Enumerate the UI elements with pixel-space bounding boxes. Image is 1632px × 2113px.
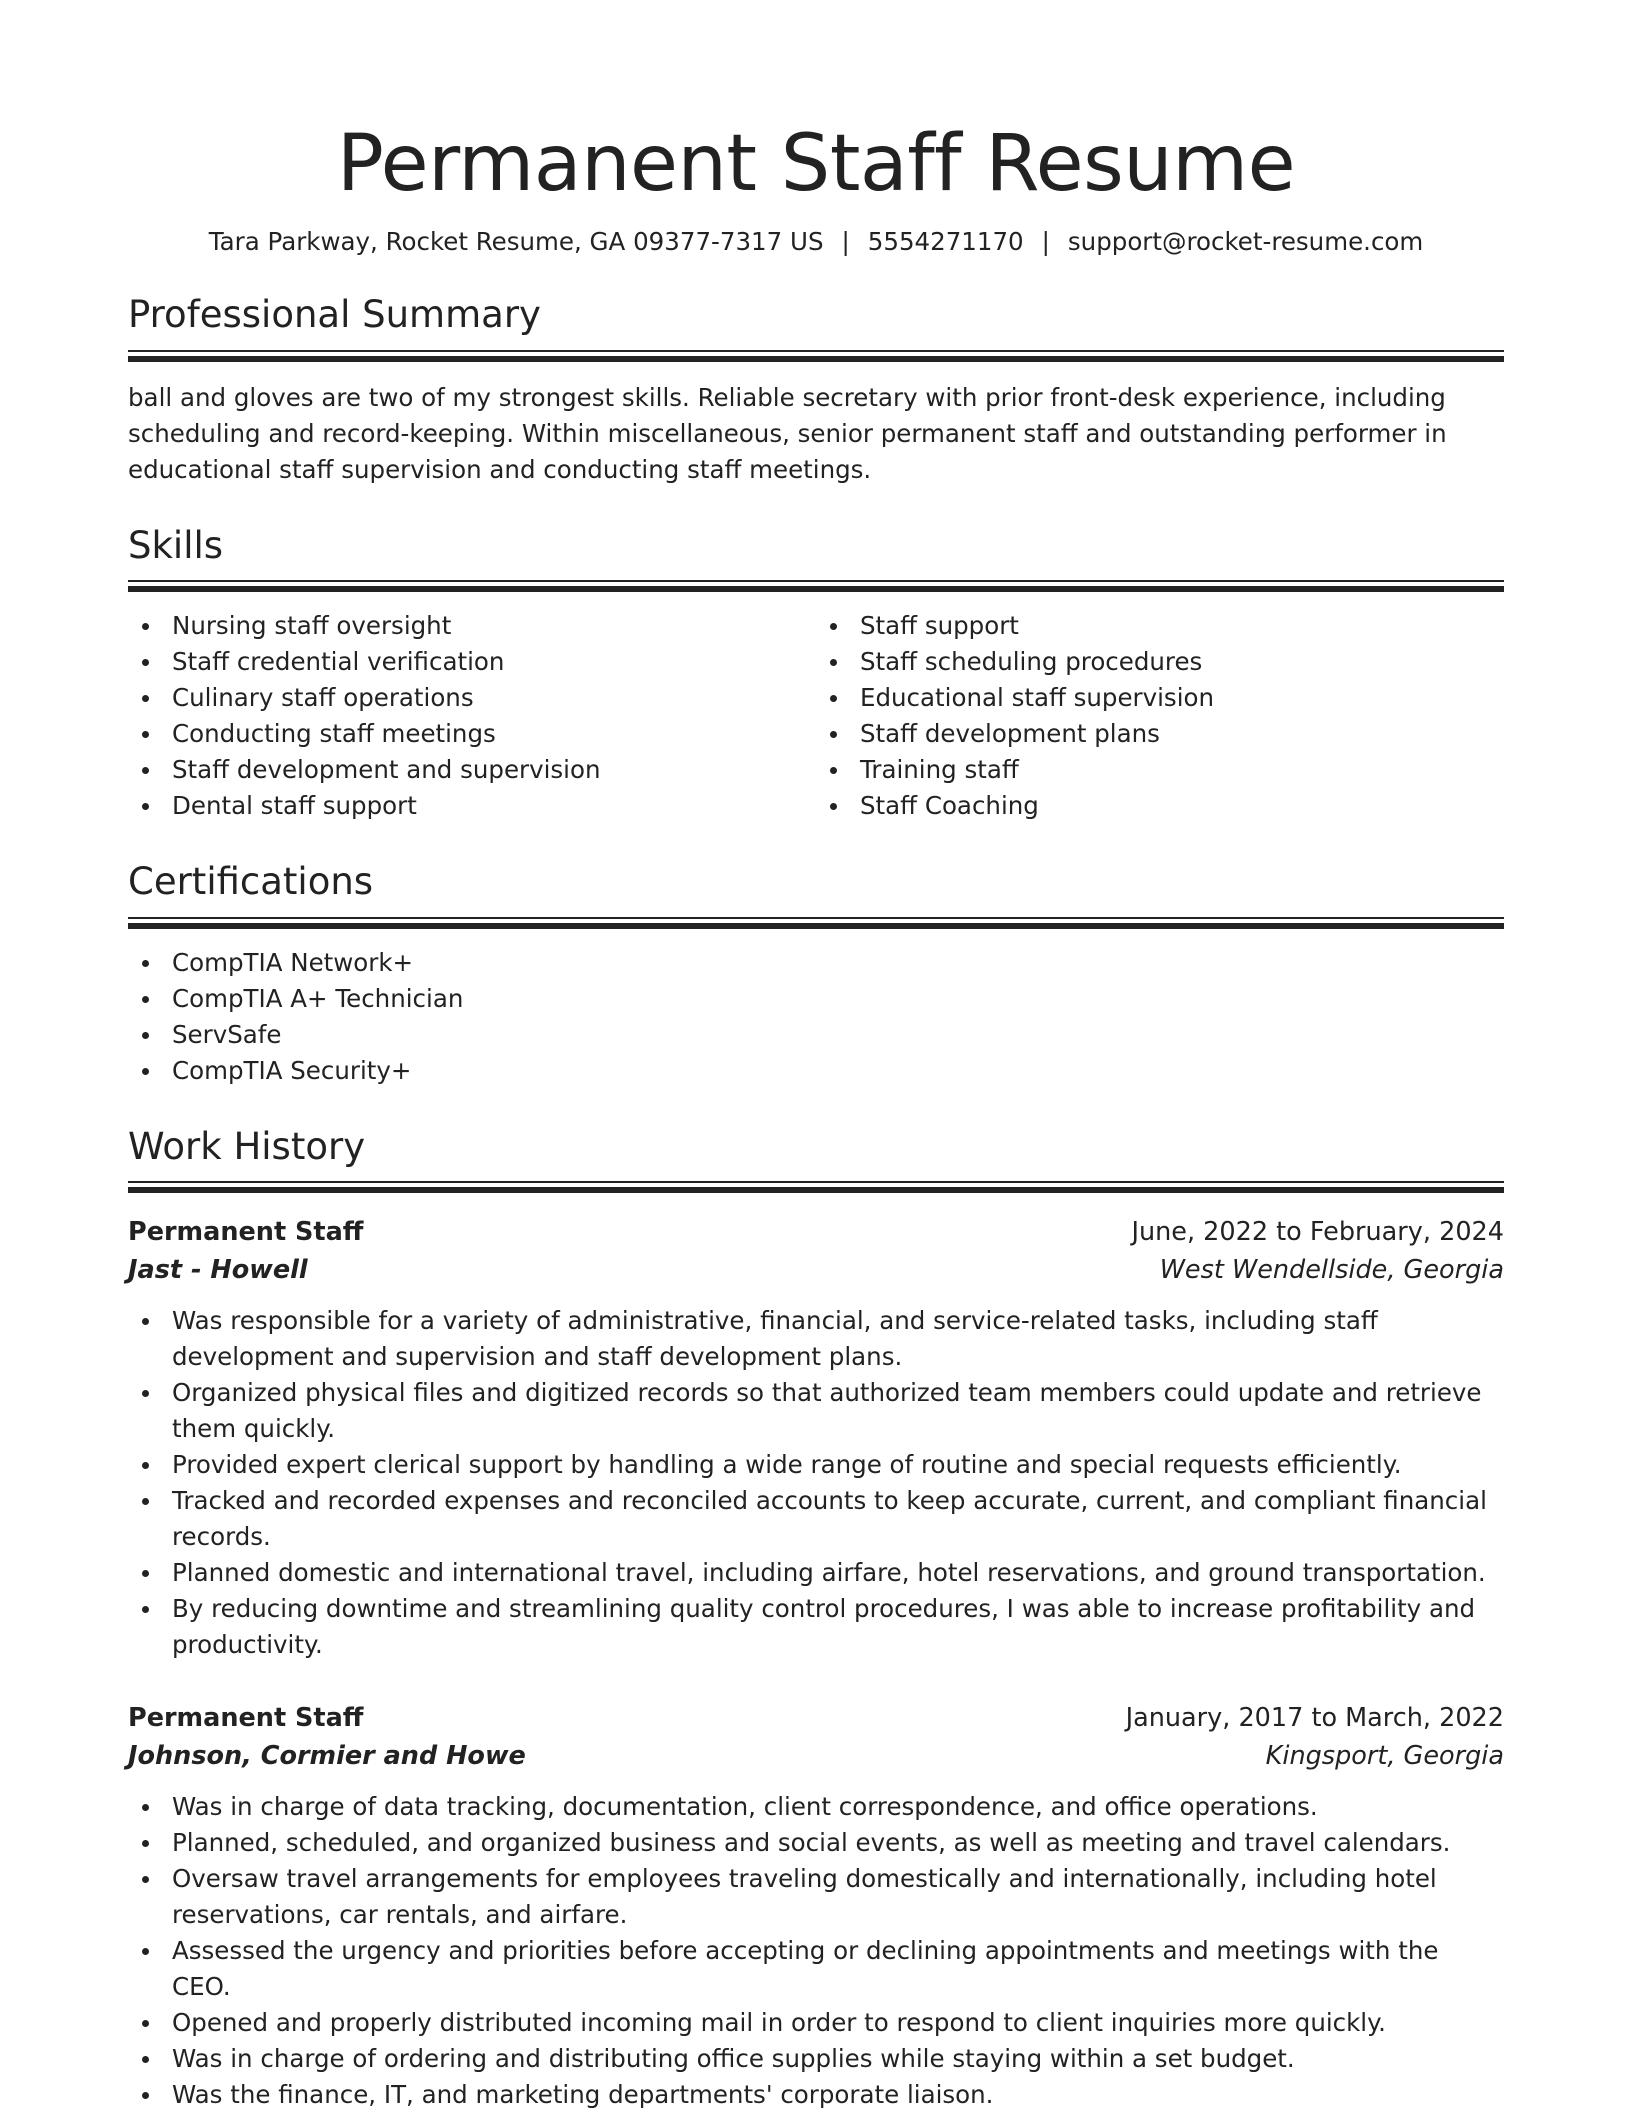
job-bullet: Tracked and recorded expenses and reconciled accounts to keep accurate, current, and compliant financial records. xyxy=(128,1483,1504,1555)
skill-item: Culinary staff operations xyxy=(128,680,816,716)
summary-text: ball and gloves are two of my strongest skills. Reliable secretary with prior front-desk experience, including scheduling and record-keeping. Within miscellaneous, senior permanent staff and outstanding performer in educational staff supervision and conducting staff meetings. xyxy=(128,382,1447,484)
skill-item: Staff development and supervision xyxy=(128,752,816,788)
skill-item: Staff scheduling procedures xyxy=(816,644,1504,680)
job-location: Kingsport, Georgia xyxy=(1265,1741,1504,1771)
contact-separator: | xyxy=(1041,226,1050,256)
skill-item: Dental staff support xyxy=(128,788,816,824)
job-bullet: By reducing downtime and streamlining quality control procedures, I was able to increase profitability and productivity. xyxy=(128,1591,1504,1663)
skill-item: Staff support xyxy=(816,608,1504,644)
job-header xyxy=(128,1213,1504,1251)
job-bullet: Was responsible for a variety of administrative, financial, and service-related tasks, including staff development and supervision and staff development plans. xyxy=(128,1303,1504,1375)
job-entry xyxy=(128,1213,1504,1663)
section-heading-summary: Professional Summary xyxy=(128,293,541,337)
skill-item: Staff Coaching xyxy=(816,788,1504,824)
job-bullet: Organized physical files and digitized records so that authorized team members could update and retrieve them quickly. xyxy=(128,1375,1504,1447)
section-divider xyxy=(128,1181,1504,1193)
skills-list-right xyxy=(816,608,1504,824)
section-heading-skills: Skills xyxy=(128,523,224,567)
section-heading-certifications: Certifications xyxy=(128,860,374,904)
work-history-section xyxy=(128,1125,1504,2113)
job-company: Johnson, Cormier and Howe xyxy=(128,1741,526,1771)
job-bullet: Planned, scheduled, and organized business and social events, as well as meeting and travel calendars. xyxy=(128,1825,1504,1861)
job-bullet: Was in charge of data tracking, documentation, client correspondence, and office operations. xyxy=(128,1789,1504,1825)
job-bullet: Provided expert clerical support by handling a wide range of routine and special requests efficiently. xyxy=(128,1447,1504,1483)
resume-title: Permanent Staff Resume xyxy=(336,119,1296,209)
job-bullet: Oversaw travel arrangements for employees traveling domestically and internationally, including hotel reservations, car rentals, and airfare. xyxy=(128,1861,1504,1933)
job-dates: June, 2022 to February, 2024 xyxy=(1131,1217,1504,1247)
summary-section xyxy=(128,293,1504,487)
job-bullets xyxy=(128,1789,1504,2113)
resume-page xyxy=(128,0,1504,2113)
skill-item: Conducting staff meetings xyxy=(128,716,816,752)
contact-separator: | xyxy=(841,226,850,256)
skills-section xyxy=(128,524,1504,824)
certification-item: CompTIA A+ Technician xyxy=(128,981,1504,1017)
job-dates: January, 2017 to March, 2022 xyxy=(1125,1703,1504,1733)
contact-email: support@rocket-resume.com xyxy=(1067,226,1424,256)
skills-grid xyxy=(128,608,1504,824)
certifications-list xyxy=(128,945,1504,1089)
job-bullet: Was the finance, IT, and marketing departments' corporate liaison. xyxy=(128,2077,1504,2113)
certifications-section xyxy=(128,860,1504,1088)
skill-item: Training staff xyxy=(816,752,1504,788)
job-subheader xyxy=(128,1251,1504,1289)
section-divider xyxy=(128,580,1504,592)
section-divider xyxy=(128,350,1504,362)
job-header xyxy=(128,1699,1504,1737)
certification-item: CompTIA Security+ xyxy=(128,1053,1504,1089)
job-bullet: Was in charge of ordering and distributing office supplies while staying within a set budget. xyxy=(128,2041,1504,2077)
skill-item: Staff credential verification xyxy=(128,644,816,680)
certification-item: ServSafe xyxy=(128,1017,1504,1053)
job-bullet: Opened and properly distributed incoming mail in order to respond to client inquiries more quickly. xyxy=(128,2005,1504,2041)
job-bullet: Assessed the urgency and priorities before accepting or declining appointments and meetings with the CEO. xyxy=(128,1933,1504,2005)
job-bullet: Planned domestic and international travel, including airfare, hotel reservations, and ground transportation. xyxy=(128,1555,1504,1591)
skill-item: Nursing staff oversight xyxy=(128,608,816,644)
skills-list-left xyxy=(128,608,816,824)
contact-phone: 5554271170 xyxy=(867,226,1024,256)
contact-address: Tara Parkway, Rocket Resume, GA 09377-7317 US xyxy=(208,226,824,256)
skill-item: Staff development plans xyxy=(816,716,1504,752)
skill-item: Educational staff supervision xyxy=(816,680,1504,716)
certification-item: CompTIA Network+ xyxy=(128,945,1504,981)
job-title: Permanent Staff xyxy=(128,1217,364,1247)
job-title: Permanent Staff xyxy=(128,1703,364,1733)
section-divider xyxy=(128,917,1504,929)
job-subheader xyxy=(128,1737,1504,1775)
section-heading-work-history: Work History xyxy=(128,1124,366,1168)
job-company: Jast - Howell xyxy=(128,1255,308,1285)
contact-line xyxy=(128,226,1504,258)
job-entry xyxy=(128,1699,1504,2113)
job-location: West Wendellside, Georgia xyxy=(1159,1255,1504,1285)
job-bullets xyxy=(128,1303,1504,1663)
